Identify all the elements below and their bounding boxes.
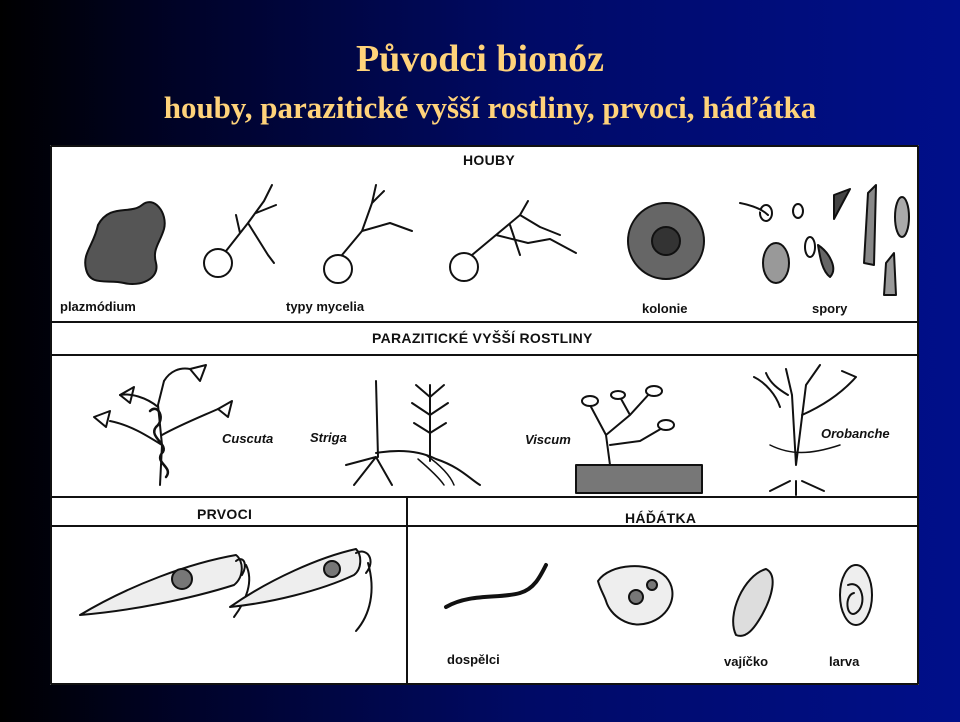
figure-drawings <box>50 145 919 685</box>
label-colony: kolonie <box>642 301 688 316</box>
mycelium-drawings <box>204 185 576 283</box>
label-striga: Striga <box>310 430 347 445</box>
label-mycelium-types: typy mycelia <box>286 299 365 314</box>
label-egg: vajíčko <box>724 654 769 669</box>
biology-figure <box>50 145 919 685</box>
striga-drawing <box>346 381 480 485</box>
label-spores: spory <box>812 301 848 316</box>
label-larva: larva <box>829 654 860 669</box>
label-viscum: Viscum <box>525 432 571 447</box>
cuscuta-drawing <box>94 365 232 485</box>
label-cuscuta: Cuscuta <box>222 431 274 446</box>
label-plasmodium: plazmódium <box>60 299 136 314</box>
section-header-parasitic-plants: PARAZITICKÉ VYŠŠÍ ROSTLINY <box>372 330 593 346</box>
spores-drawing <box>740 185 909 295</box>
plasmodium-drawing <box>85 202 165 284</box>
section-header-nematodes: HÁĎÁTKA <box>625 510 697 526</box>
label-adults: dospělci <box>447 652 500 667</box>
nematodes-drawing <box>446 565 872 636</box>
slide-subtitle: houby, parazitické vyšší rostliny, prvoci, háďátka <box>163 90 817 125</box>
section-header-protozoa: PRVOCI <box>197 506 253 522</box>
slide-title: Původci bionóz <box>355 38 605 80</box>
figure-border <box>51 146 918 684</box>
label-orobanche: Orobanche <box>821 426 890 441</box>
viscum-drawing <box>576 386 702 493</box>
section-header-fungi: HOUBY <box>463 152 516 168</box>
protozoa-drawing <box>80 549 372 631</box>
colony-drawing <box>628 203 704 279</box>
